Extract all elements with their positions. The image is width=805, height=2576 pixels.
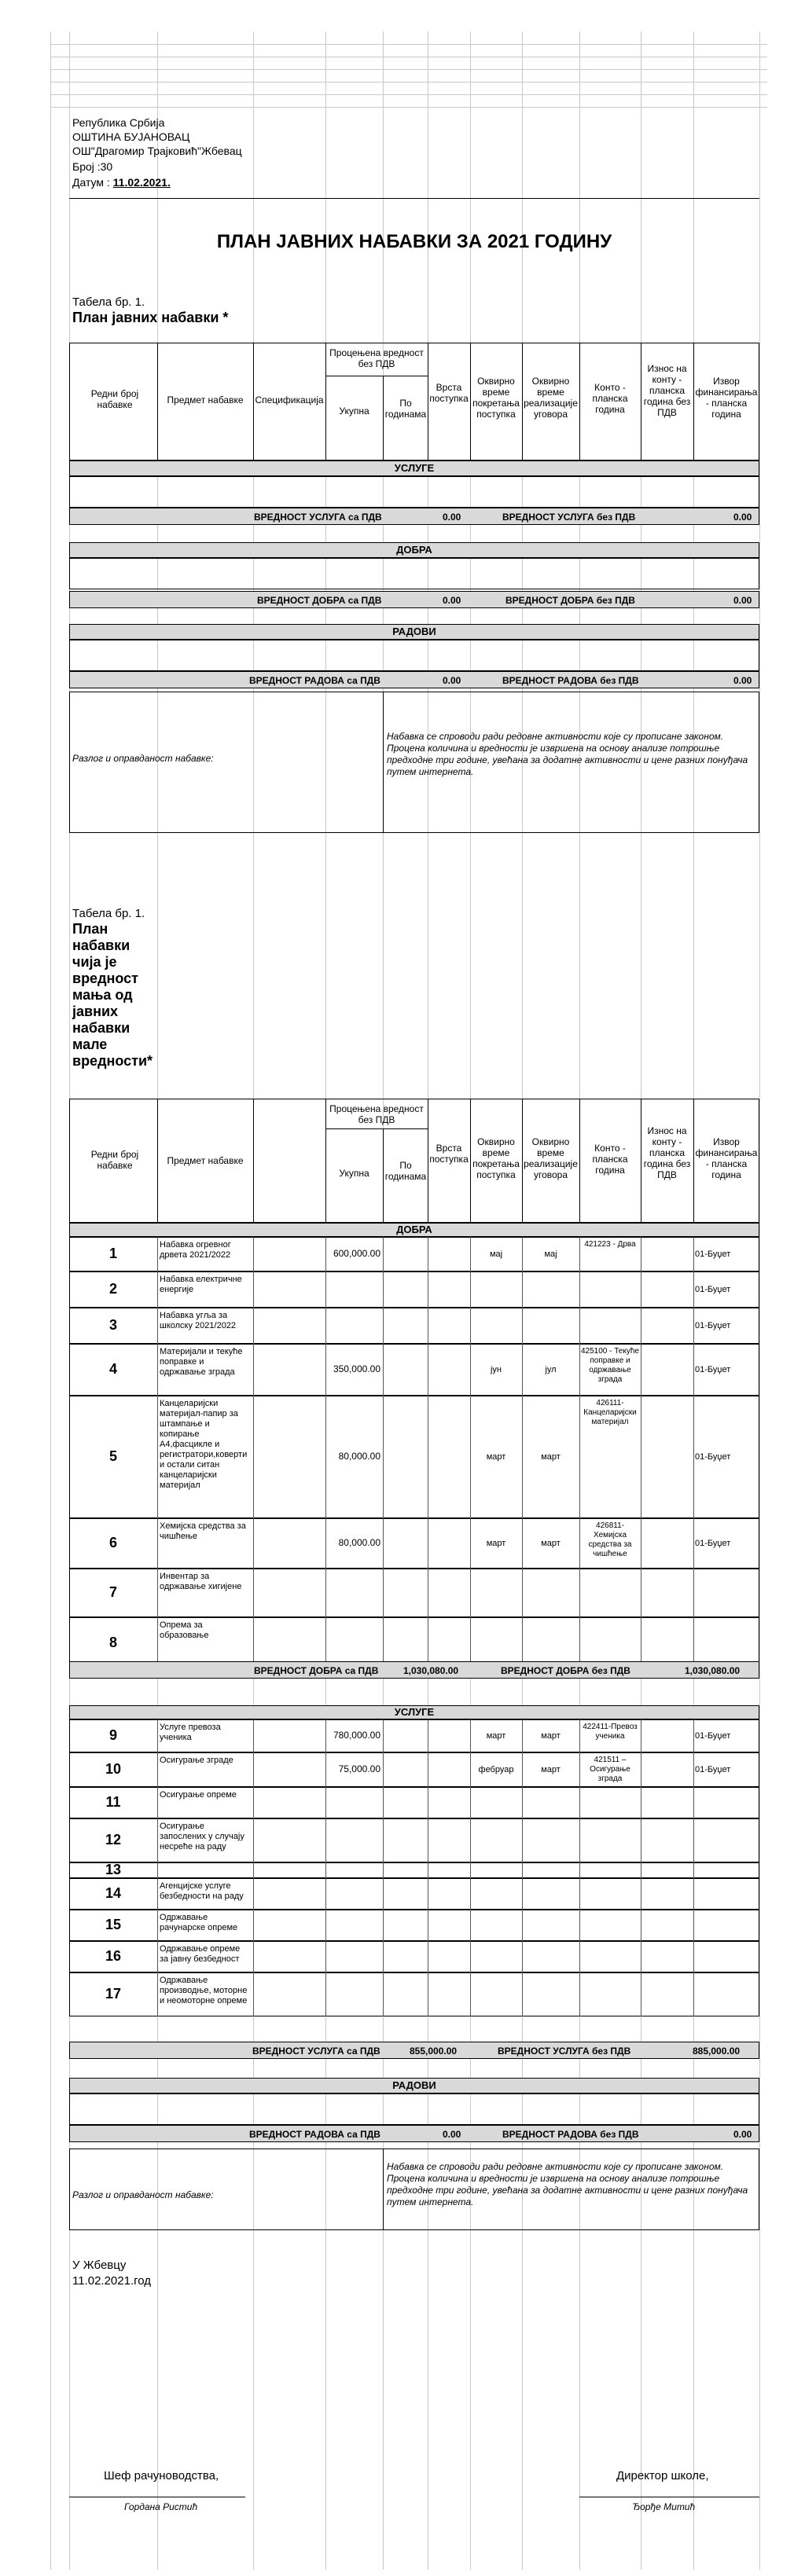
header-number: Број :30 (72, 160, 113, 173)
row-total: 350,000.00 (333, 1363, 380, 1374)
grid-line (50, 82, 767, 83)
col-izvor: Извор финансирања - планска година (695, 1136, 758, 1180)
col-sep (253, 1878, 254, 1910)
row-number: 15 (105, 1917, 122, 1932)
col-predmet: Предмет набавке (167, 1155, 244, 1166)
col-sep (325, 1308, 326, 1344)
row-konto: 421223 - Дрва (584, 1240, 636, 1249)
col-sep (383, 1787, 384, 1818)
row-name: Одржавање производње, моторне и неомоторне опреме (160, 1976, 248, 2005)
row-sep (325, 1128, 428, 1129)
row-number: 11 (105, 1794, 121, 1810)
col-ukupna: Укупна (339, 1168, 369, 1179)
col-sep (693, 1308, 694, 1344)
row-total: 80,000.00 (338, 1537, 380, 1548)
row-total: 600,000.00 (333, 1248, 380, 1259)
table-row (69, 1862, 759, 1878)
col-sep (157, 1941, 158, 1972)
row-name: Хемијска средства за чишћење (160, 1521, 246, 1541)
header-municipality: ОШТИНА БУЈАНОВАЦ (72, 130, 190, 143)
col-sep (470, 1818, 471, 1862)
col-sep (579, 1396, 580, 1518)
col-sep (522, 1787, 523, 1818)
col-sep (383, 1237, 384, 1271)
col-sep (157, 1518, 158, 1569)
col-sep (325, 1271, 326, 1308)
row-number: 4 (108, 1361, 117, 1377)
col-sep (253, 1972, 254, 2016)
col-sep (383, 1972, 384, 2016)
col-sep (522, 1569, 523, 1617)
col-sep (157, 1271, 158, 1308)
col-sep (693, 1818, 694, 1862)
row-name: Опрема за образовање (160, 1620, 209, 1640)
col-sep (253, 1344, 254, 1396)
col-sep (693, 1941, 694, 1972)
empty-row (69, 558, 759, 589)
section-radovi: РАДОВИ (69, 2078, 759, 2093)
usluge2-pdv-value: 855,000.00 (410, 2046, 458, 2057)
col-sep (383, 2149, 384, 2230)
col-sep (522, 1878, 523, 1910)
grid-line (50, 69, 767, 70)
table1-subtitle: План јавних набавки * (72, 310, 229, 325)
col-sep (470, 1569, 471, 1617)
row-name: Набавка огревног дрвета 2021/2022 (160, 1240, 231, 1260)
table2-subtitle: План набавки чија је вредност мања од јавних набавки мале вредности* (72, 921, 153, 1069)
row-name: Инвентар за одржавање хигијене (160, 1572, 242, 1591)
radovi-pdv-label: ВРЕДНОСТ РАДОВА са ПДВ (249, 675, 380, 686)
section-dobra: ДОБРА (69, 1223, 759, 1237)
col-izvor: Извор финансирања - планска година (695, 376, 758, 420)
col-sep (383, 1910, 384, 1941)
col-sep (325, 1787, 326, 1818)
col-sep (157, 1752, 158, 1787)
col-sep (693, 1878, 694, 1910)
row-end: март (541, 1452, 561, 1462)
row-start: март (486, 1452, 506, 1462)
col-sep (693, 1569, 694, 1617)
col-sep (157, 1972, 158, 2016)
row-number: 13 (105, 1862, 122, 1877)
col-sep (693, 1396, 694, 1518)
col-sep (253, 1099, 254, 1223)
col-sep (383, 1308, 384, 1344)
col-sep (325, 1818, 326, 1862)
col-sep (383, 1719, 384, 1752)
col-sep (253, 1569, 254, 1617)
radovi-bez-label: ВРЕДНОСТ РАДОВА без ПДВ (502, 675, 639, 686)
dobra2-total-row (69, 1661, 759, 1679)
header-date (72, 176, 171, 189)
dobra2-bez-value: 1,030,080.00 (685, 1665, 741, 1676)
dobra-bez-value: 0.00 (733, 595, 752, 606)
row-name: Набавка електричне енергије (160, 1275, 242, 1294)
col-sep (579, 1941, 580, 1972)
row-start: фебруар (478, 1765, 514, 1774)
row-source: 01-Буџет (695, 1539, 731, 1548)
usluge2-total-row (69, 2042, 759, 2059)
accountant-title: Шеф рачуноводства, (104, 2469, 219, 2482)
row-number: 7 (108, 1584, 117, 1600)
section-usluge: УСЛУГЕ (69, 1705, 759, 1719)
col-sep (253, 1862, 254, 1878)
row-total: 780,000.00 (333, 1730, 380, 1741)
col-sep (470, 1308, 471, 1344)
radovi-total-row (69, 671, 759, 688)
col-sep (325, 1910, 326, 1941)
col-sep (579, 1344, 580, 1396)
row-number: 1 (108, 1246, 117, 1261)
row-name: Одржавање рачунарске опреме (160, 1913, 238, 1932)
col-sep (325, 1878, 326, 1910)
col-redni: Редни број набавке (90, 1149, 139, 1171)
row-end: јул (545, 1365, 557, 1374)
row-start: јун (490, 1365, 502, 1374)
row-number: 8 (108, 1635, 117, 1650)
col-sep (383, 1569, 384, 1617)
row-source: 01-Буџет (695, 1731, 731, 1741)
col-sep (325, 1862, 326, 1878)
col-sep (579, 1271, 580, 1308)
dobra2-bez-label: ВРЕДНОСТ ДОБРА без ПДВ (501, 1665, 630, 1676)
radovi2-pdv-label: ВРЕДНОСТ РАДОВА са ПДВ (249, 2129, 380, 2140)
col-konto: Конто - планска година (592, 382, 628, 415)
col-okvirno-realizacija: Оквирно време реализације уговора (524, 376, 578, 420)
col-sep (157, 1569, 158, 1617)
col-sep (693, 1237, 694, 1271)
section-usluge: УСЛУГЕ (69, 461, 759, 476)
director-title: Директор школе, (616, 2469, 709, 2482)
dobra-pdv-label: ВРЕДНОСТ ДОБРА са ПДВ (257, 595, 382, 606)
col-sep (470, 1941, 471, 1972)
col-sep (383, 1941, 384, 1972)
col-sep (693, 1518, 694, 1569)
col-iznos: Износ на конту - планска година без ПДВ (643, 363, 691, 418)
col-sep (253, 1818, 254, 1862)
col-sep (325, 1099, 326, 1223)
col-sep (579, 1752, 580, 1787)
footer-date: 11.02.2021.год (72, 2274, 152, 2288)
row-start: март (486, 1731, 506, 1741)
col-sep (253, 1308, 254, 1344)
col-sep (693, 1972, 694, 2016)
grid-line (50, 44, 767, 45)
col-sep (522, 1271, 523, 1308)
row-number: 2 (108, 1281, 117, 1297)
row-end: мај (544, 1249, 557, 1259)
col-sep (157, 1396, 158, 1518)
col-sep (157, 1237, 158, 1271)
col-sep (522, 1941, 523, 1972)
col-sep (157, 1099, 158, 1223)
row-name: Услуге превоза ученика (160, 1723, 221, 1742)
col-sep (253, 1271, 254, 1308)
col-sep (470, 1878, 471, 1910)
row-konto: 426811-Хемијска средства за чишћење (588, 1521, 632, 1558)
radovi-pdv-value: 0.00 (443, 675, 461, 686)
col-sep (579, 1569, 580, 1617)
col-sep (470, 1910, 471, 1941)
col-predmet: Предмет набавке (167, 394, 244, 405)
col-sep (383, 1752, 384, 1787)
col-sep (693, 1910, 694, 1941)
col-sep (470, 1862, 471, 1878)
section-dobra: ДОБРА (69, 542, 759, 558)
col-sep (470, 1271, 471, 1308)
col-sep (157, 1862, 158, 1878)
col-sep (579, 1719, 580, 1752)
row-konto: 426111-Канцеларијски материјал (583, 1399, 637, 1426)
col-sep (157, 1878, 158, 1910)
col-sep (157, 1910, 158, 1941)
col-sep (157, 1719, 158, 1752)
usluge-pdv-label: ВРЕДНОСТ УСЛУГА са ПДВ (254, 512, 382, 523)
dobra2-pdv-label: ВРЕДНОСТ ДОБРА са ПДВ (254, 1665, 379, 1676)
row-source: 01-Буџет (695, 1249, 731, 1259)
col-sep (522, 1972, 523, 2016)
row-total: 80,000.00 (338, 1451, 380, 1462)
reason-label: Разлог и оправданост набавке: (72, 753, 214, 764)
col-sep (579, 1818, 580, 1862)
row-number: 5 (108, 1448, 117, 1464)
col-sep (253, 1941, 254, 1972)
col-sep (579, 1308, 580, 1344)
header-country: Република Србија (72, 116, 165, 129)
col-sep (693, 343, 694, 461)
reason-label: Разлог и оправданост набавке: (72, 2189, 214, 2200)
row-name: Одржавање опреме за јавну безбедност (160, 1944, 241, 1964)
col-sep (253, 1910, 254, 1941)
row-number: 14 (105, 1885, 122, 1901)
col-sep (383, 1344, 384, 1396)
col-sep (693, 1344, 694, 1396)
col-sep (693, 1719, 694, 1752)
usluge-total-row (69, 508, 759, 525)
row-number: 6 (108, 1535, 117, 1550)
row-source: 01-Буџет (695, 1285, 731, 1294)
col-sep (253, 1787, 254, 1818)
row-name: Набавка угља за школску 2021/2022 (160, 1311, 237, 1330)
header-school: ОШ"Драгомир Трајковић"Жбевац (72, 145, 242, 157)
col-sep (579, 1972, 580, 2016)
col-sep (325, 343, 326, 461)
col-okvirno-pokretanje: Оквирно време покретања поступка (472, 1136, 520, 1180)
dobra-bez-label: ВРЕДНОСТ ДОБРА без ПДВ (505, 595, 635, 606)
col-sep (157, 1787, 158, 1818)
row-konto: 422411-Превоз ученика (583, 1723, 638, 1741)
col-sep (157, 1818, 158, 1862)
section-radovi: РАДОВИ (69, 624, 759, 640)
col-sep (470, 1972, 471, 2016)
usluge2-pdv-label: ВРЕДНОСТ УСЛУГА са ПДВ (252, 2046, 380, 2057)
col-okvirno-pokretanje: Оквирно време покретања поступка (472, 376, 520, 420)
col-sep (253, 1719, 254, 1752)
director-name: Ђорђе Митић (632, 2501, 696, 2512)
col-sep (157, 343, 158, 461)
col-sep (522, 1308, 523, 1344)
row-total: 75,000.00 (338, 1763, 380, 1774)
row-konto: 425100 - Текуће поправке и одржавање зграда (581, 1347, 639, 1384)
col-sep (522, 1818, 523, 1862)
col-sep (325, 1569, 326, 1617)
header-date-label: Датум : (72, 176, 113, 189)
usluge2-bez-label: ВРЕДНОСТ УСЛУГА без ПДВ (498, 2046, 631, 2057)
col-sep (325, 1972, 326, 2016)
grid-line (50, 31, 51, 2570)
radovi-bez-value: 0.00 (733, 675, 752, 686)
col-sep (579, 1787, 580, 1818)
row-number: 3 (108, 1317, 117, 1333)
col-sep (579, 1862, 580, 1878)
col-procenjena: Процењена вредност без ПДВ (329, 1103, 424, 1125)
col-vrsta: Врста поступка (429, 1143, 469, 1165)
usluge-pdv-value: 0.00 (443, 512, 461, 523)
row-name: Осигурање опреме (160, 1790, 237, 1800)
col-sep (579, 1878, 580, 1910)
col-ukupna: Укупна (339, 405, 369, 416)
row-start: мај (489, 1249, 503, 1259)
col-sep (253, 1752, 254, 1787)
row-number: 10 (105, 1761, 122, 1777)
grid-line (759, 31, 760, 2570)
dobra-pdv-value: 0.00 (443, 595, 461, 606)
grid-line (50, 94, 767, 95)
usluge-bez-value: 0.00 (733, 512, 752, 523)
usluge2-bez-value: 885,000.00 (693, 2046, 741, 2057)
col-iznos: Износ на конту - планска година без ПДВ (643, 1125, 691, 1180)
col-po-godinama: По годинама (384, 398, 427, 420)
col-sep (383, 1518, 384, 1569)
row-start: март (486, 1539, 506, 1548)
grid-line (50, 107, 767, 108)
col-sep (579, 1518, 580, 1569)
col-sep (253, 1396, 254, 1518)
col-po-godinama: По годинама (384, 1160, 427, 1182)
row-name: Осигурање запослених у случају несреће на раду (160, 1822, 244, 1851)
title-rule (69, 198, 759, 199)
empty-row (69, 640, 759, 671)
col-sep (522, 1910, 523, 1941)
col-sep (693, 1862, 694, 1878)
col-sep (383, 1878, 384, 1910)
col-procenjena: Процењена вредност без ПДВ (329, 347, 424, 369)
row-end: март (541, 1539, 561, 1548)
row-name: Агенцијске услуге безбедности на раду (160, 1881, 244, 1901)
radovi2-pdv-value: 0.00 (443, 2129, 461, 2140)
col-sep (383, 1396, 384, 1518)
col-sep (157, 1344, 158, 1396)
row-end: март (541, 1765, 561, 1774)
col-specifikacija: Спецификација (255, 394, 324, 405)
row-source: 01-Буџет (695, 1321, 731, 1330)
row-number: 9 (108, 1727, 117, 1743)
col-sep (693, 1271, 694, 1308)
reason-text: Набавка се спроводи ради редовне активности које су прописане законом. Процена количина и вредности је извршена на основу анализе потрошње предходне три године, увећана за додатне активности и цене разних понуђача путем интернета. (387, 731, 748, 777)
col-sep (253, 1518, 254, 1569)
col-sep (383, 1818, 384, 1862)
col-sep (579, 1910, 580, 1941)
usluge-bez-label: ВРЕДНОСТ УСЛУГА без ПДВ (502, 512, 636, 523)
col-sep (253, 1237, 254, 1271)
row-name: Материјали и текуће поправке и одржавање зграда (160, 1347, 243, 1377)
col-vrsta: Врста поступка (429, 382, 469, 404)
col-sep (383, 1271, 384, 1308)
row-source: 01-Буџет (695, 1452, 731, 1462)
col-sep (157, 1308, 158, 1344)
col-sep (693, 1787, 694, 1818)
col-okvirno-realizacija: Оквирно време реализације уговора (524, 1136, 578, 1180)
row-number: 17 (105, 1986, 122, 2002)
row-number: 12 (105, 1832, 122, 1848)
row-source: 01-Буџет (695, 1765, 731, 1774)
row-name: Осигурање зграде (160, 1756, 233, 1765)
col-sep (325, 1941, 326, 1972)
col-sep (383, 1862, 384, 1878)
col-sep (522, 1862, 523, 1878)
accountant-name: Гордана Ристић (124, 2501, 198, 2512)
col-sep (579, 1237, 580, 1271)
empty-row (69, 476, 759, 508)
header-date-value: 11.02.2021. (112, 176, 171, 189)
col-sep (693, 1752, 694, 1787)
row-number: 16 (105, 1948, 122, 1964)
radovi2-bez-label: ВРЕДНОСТ РАДОВА без ПДВ (502, 2129, 639, 2140)
col-sep (693, 1099, 694, 1223)
col-sep (470, 1787, 471, 1818)
col-redni: Редни број набавке (90, 388, 139, 410)
radovi2-total-row (69, 2125, 759, 2142)
page-title: ПЛАН ЈАВНИХ НАБАВКИ ЗА 2021 ГОДИНУ (216, 231, 612, 252)
empty-row (69, 2093, 759, 2125)
table1-caption: Табела бр. 1. (72, 295, 145, 309)
dobra-total-row (69, 591, 759, 608)
row-end: март (541, 1731, 561, 1741)
col-konto: Конто - планска година (592, 1143, 628, 1176)
footer-place: У Жбевцу (72, 2259, 127, 2272)
row-name: Канцеларијски материјал-папир за штампање и копирање А4,фасцикле и регистратори,коверти и остали ситан канцеларијски материјал (160, 1399, 248, 1490)
reason-text: Набавка се спроводи ради редовне активности које су прописане законом. Процена количина и вредности је извршена на основу анализе потрошње предходне три године, увећана за додатне активности и цене разних понуђача путем интернета. (387, 2161, 748, 2207)
table2-caption: Табела бр. 1. (72, 907, 145, 920)
radovi2-bez-value: 0.00 (733, 2129, 752, 2140)
row-source: 01-Буџет (695, 1365, 731, 1374)
row-konto: 421511 – Осигурање зграда (590, 1756, 630, 1783)
dobra2-pdv-value: 1,030,080.00 (403, 1665, 459, 1676)
col-sep (383, 692, 384, 833)
